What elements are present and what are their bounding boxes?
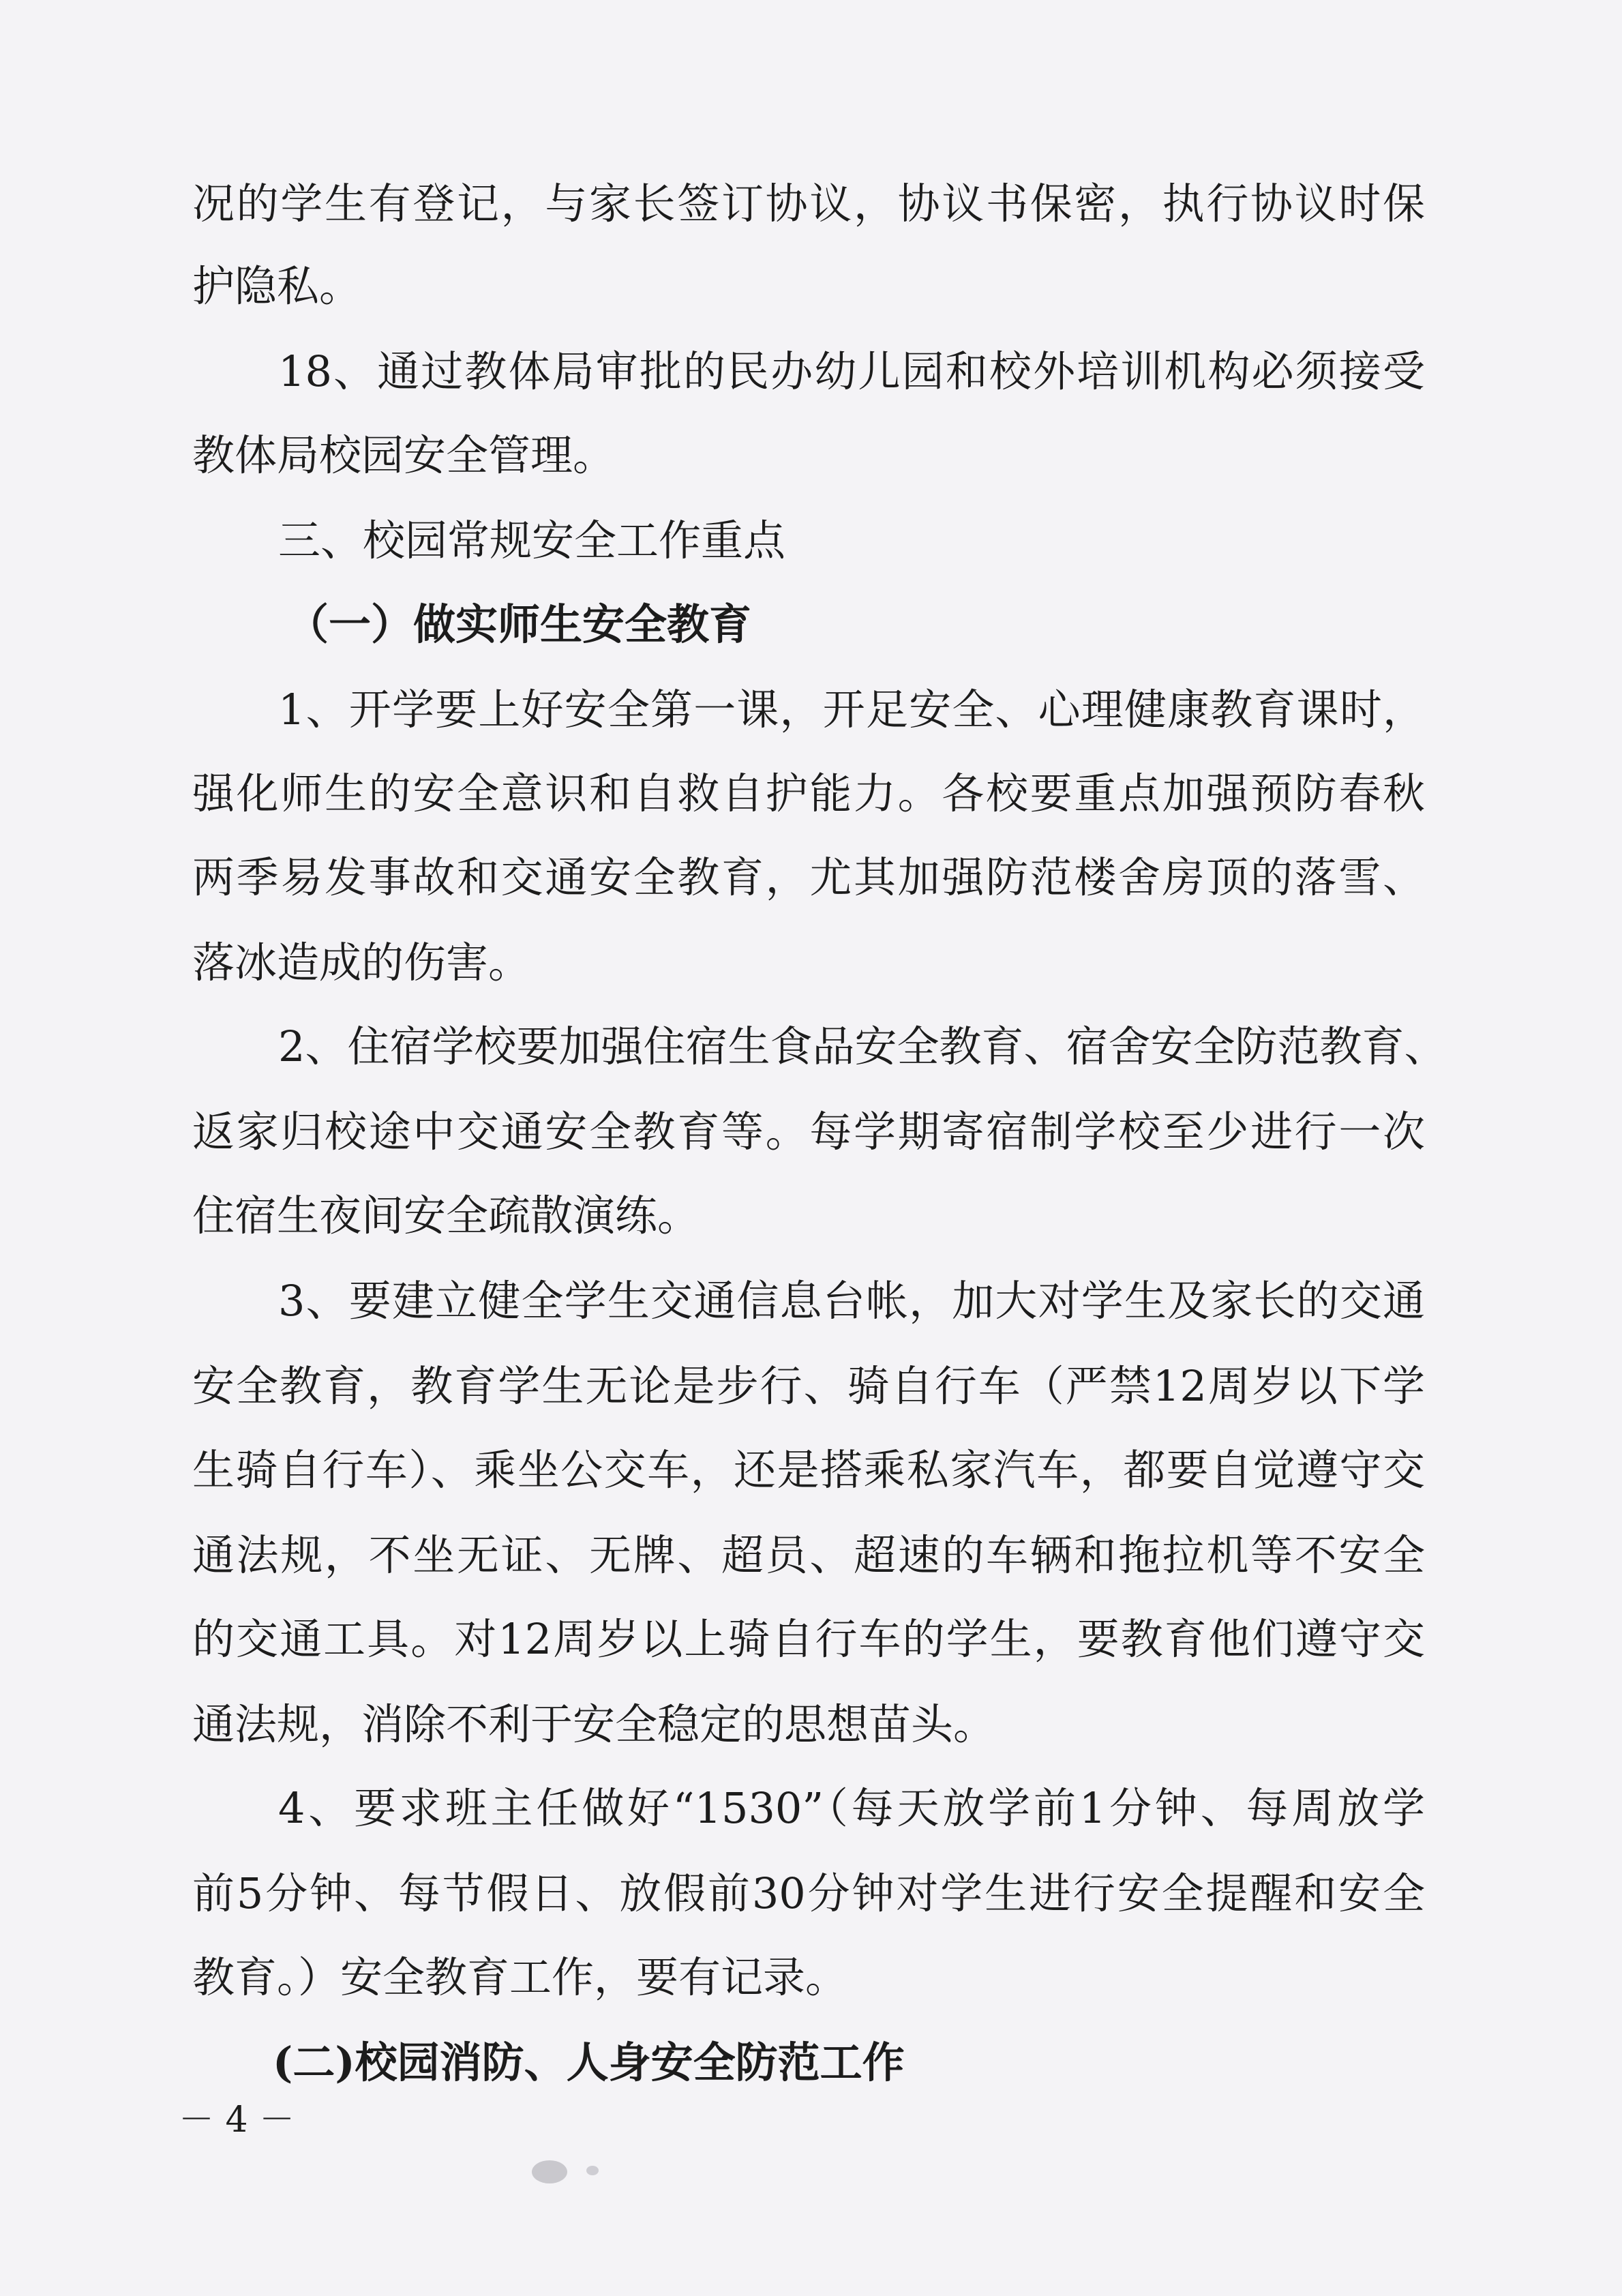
text-line: 教体局校园安全管理。 [192, 430, 616, 480]
text-line: 住宿生夜间安全疏散演练。 [192, 1191, 700, 1240]
text-line: 强化师生的安全意识和自救自护能力。各校要重点加强预防春秋 [192, 769, 1425, 818]
subsection-heading: （一）做实师生安全教育 [286, 599, 752, 649]
text-line: 两季易发事故和交通安全教育，尤其加强防范楼舍房顶的落雪、 [192, 852, 1425, 902]
text-line: 的交通工具。对12周岁以上骑自行车的学生，要教育他们遵守交 [192, 1614, 1425, 1664]
text-line: 生骑自行车）、乘坐公交车，还是搭乘私家汽车，都要自觉遵守交 [192, 1445, 1425, 1495]
text-line: 18、通过教体局审批的民办幼儿园和校外培训机构必须接受 [278, 346, 1425, 396]
section-heading: 三、校园常规安全工作重点 [278, 516, 786, 565]
text-line: 落冰造成的伤害。 [192, 938, 531, 987]
subsection-heading: (二)校园消防、人身安全防范工作 [273, 2038, 905, 2087]
scan-smudge [586, 2166, 599, 2175]
text-line: 通法规，不坐无证、无牌、超员、超速的车辆和拖拉机等不安全 [192, 1530, 1425, 1580]
scan-smudge [532, 2160, 567, 2183]
text-line: 1、开学要上好安全第一课，开足安全、心理健康教育课时， [278, 685, 1425, 734]
text-line: 前5分钟、每节假日、放假前30分钟对学生进行安全提醒和安全 [192, 1868, 1425, 1918]
text-line: 2、住宿学校要加强住宿生食品安全教育、宿舍安全防范教育、 [278, 1022, 1447, 1071]
text-line: 教育。）安全教育工作，要有记录。 [192, 1952, 848, 2002]
text-line: 安全教育，教育学生无论是步行、骑自行车（严禁12周岁以下学 [192, 1361, 1425, 1411]
text-line: 护隐私。 [192, 261, 362, 311]
text-line: 况的学生有登记，与家长签订协议，协议书保密，执行协议时保 [192, 179, 1425, 228]
text-line: 通法规，消除不利于安全稳定的思想苗头。 [192, 1699, 996, 1749]
page-number: － 4 － [179, 2100, 295, 2141]
text-line: 4、要求班主任做好“1530”（每天放学前1分钟、每周放学 [278, 1783, 1425, 1833]
text-line: 返家归校途中交通安全教育等。每学期寄宿制学校至少进行一次 [192, 1107, 1425, 1157]
text-line: 3、要建立健全学生交通信息台帐，加大对学生及家长的交通 [278, 1276, 1425, 1326]
